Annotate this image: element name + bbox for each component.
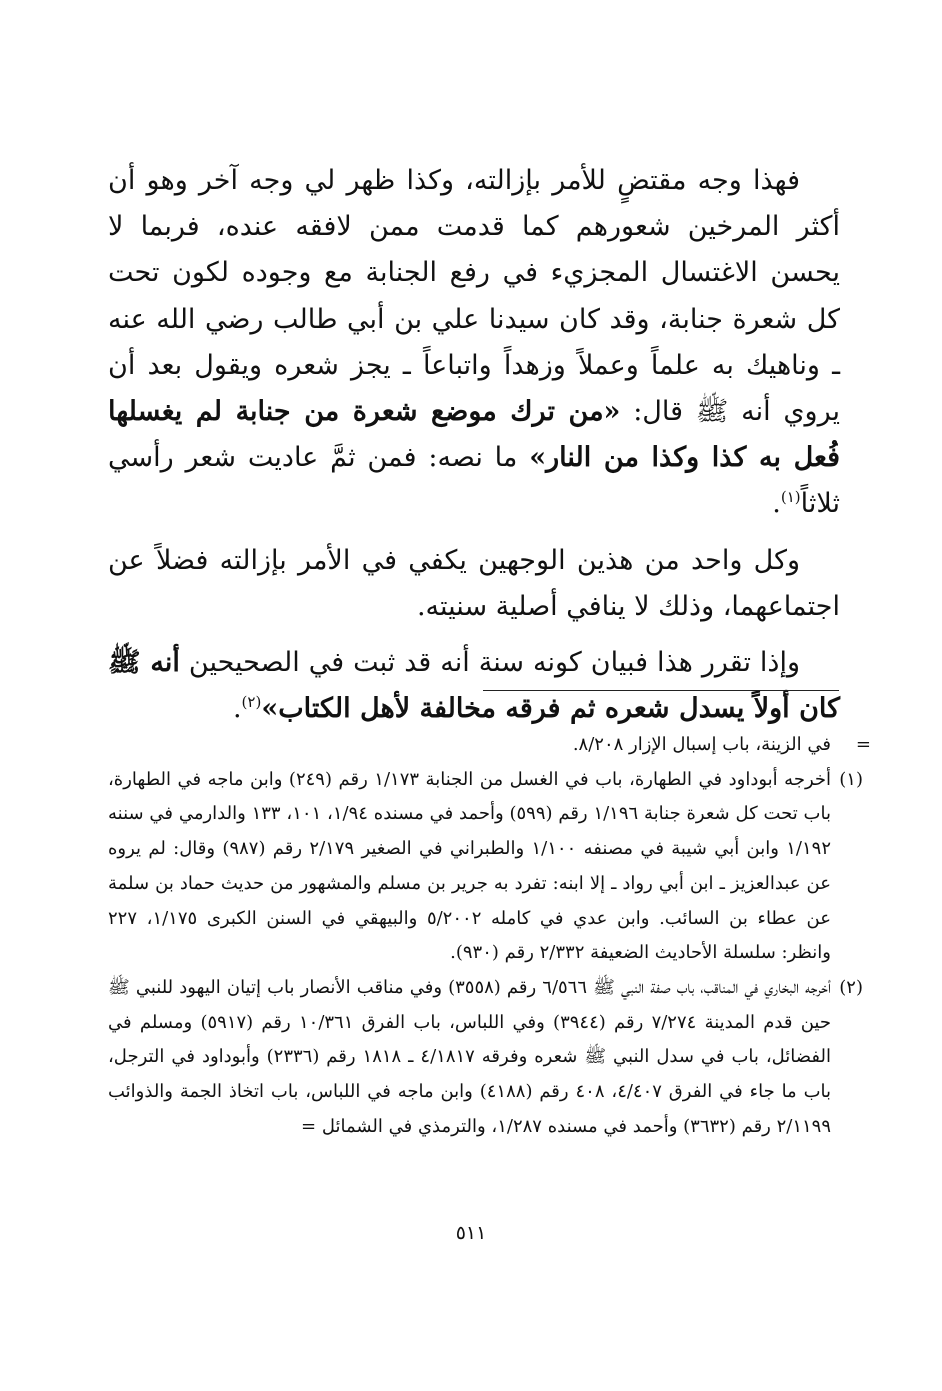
footnote-continuation-text: في الزينة، باب إسبال الإزار ٨/٢٠٨. [572, 734, 831, 755]
footnote-1-text: أخرجه أبوداود في الطهارة، باب في الغسل من الجنابة ١/١٧٣ رقم (٢٤٩) وابن ماجه في الطهارة، باب تحت كل شعرة جنابة ١/١٩٦ رقم (٥٩٩) وأحمد في مسنده ١/٩٤، ١٠١، ١٣٣ والدارمي في سننه ١/١٩٢ وابن أبي شيبة في مصنفه ١/١٠٠ والطبراني في الصغير ٢/١٧٩ رقم (٩٨٧) وقال: لم يروه عن عبدالعزيز ـ ابن أبي رواد ـ إلا ابنه: تفرد به جرير بن مسلم والمشهور من حديث حماد بن سلمة عن عطاء بن السائب. وابن عدي في كامله ٥/٢٠٠٢ والبيهقي في السنن الكبرى ١/١٧٥، ٢٢٧ وانظر: سلسلة الأحاديث الضعيفة ٢/٣٣٢ رقم (٩٣٠). [108, 768, 832, 964]
paragraph-1-text: فهذا وجه مقتضٍ للأمر بإزالته، وكذا ظهر لي وجه آخر وهو أن أكثر المرخين شعورهم كما قدمت ممن لافقه عنده، فربما لا يحسن الاغتسال المجزيء في رفع الجنابة مع وجوده لكون تحت كل شعرة جنابة، وقد كان سيدنا علي بن أبي طالب رضي الله عنه ـ وناهيك به علماً وعملاً وزهداً واتباعاً ـ يجز شعره ويقول بعد أن يروي أنه ﷺ قال: [108, 165, 840, 428]
hadith-quote: «من ترك موضع شعرة من جنابة لم يغسلها فُعل به كذا وكذا من النار» [108, 396, 840, 474]
paragraph-3 [108, 640, 840, 732]
paragraph-3-bold: أنه ﷺ كان أولاً يسدل شعره ثم فرقه مخالفة لأهل الكتاب» [108, 647, 840, 725]
paragraph-3-end: . [232, 693, 242, 725]
footnote-ref-2: (٢) [241, 693, 262, 712]
main-text [108, 158, 840, 732]
footnote-continuation-marker: = [855, 734, 871, 755]
paragraph-1-after: ما نصه: فمن ثمَّ عاديت شعر رأسي ثلاثاً [108, 442, 840, 520]
footnote-1-marker: (١) [839, 768, 863, 790]
footnote-2-text: أخرجه البخاري في المناقب، باب صفة النبي ﷺ ٦/٥٦٦ رقم (٣٥٥٨) وفي مناقب الأنصار باب إتيان اليهود للنبي ﷺ حين قدم المدينة ٧/٢٧٤ رقم (٣٩٤٤) وفي اللباس، باب الفرق ١٠/٣٦١ رقم (٥٩١٧) ومسلم في الفضائل، باب في سدل النبي ﷺ شعره وفرقه ٤/١٨١٧ ـ ١٨١٨ رقم (٢٣٣٦) وأبوداود في الترجل، باب ما جاء في الفرق ٤/٤٠٧، ٤٠٨ رقم (٤١٨٨) وابن ماجه في اللباس، باب اتخاذ الجمة والذوائب ٢/١١٩٩ رقم (٣٦٣٢) وأحمد في مسنده ١/٢٨٧، والترمذي في الشمائل = [108, 976, 832, 1137]
footnote-continuation [108, 728, 871, 763]
paragraph-1-end: . [772, 488, 781, 520]
paragraph-3-text: وإذا تقرر هذا فبيان كونه سنة أنه قد ثبت في الصحيحين [188, 647, 800, 679]
page-number: ٥١١ [455, 1222, 487, 1244]
footnote-separator [483, 690, 839, 691]
footnotes [108, 728, 871, 1144]
paragraph-2 [108, 538, 840, 630]
paragraph-2-text: وكل واحد من هذين الوجهين يكفي في الأمر بإزالته فضلاً عن اجتماعهما، وذلك لا ينافي أصلية سنيته. [108, 544, 840, 622]
footnote-2 [108, 971, 863, 1145]
paragraph-1 [108, 158, 840, 528]
footnote-ref-1: (١) [780, 488, 801, 507]
footnote-1 [108, 763, 863, 971]
footnote-2-marker: (٢) [839, 976, 863, 998]
